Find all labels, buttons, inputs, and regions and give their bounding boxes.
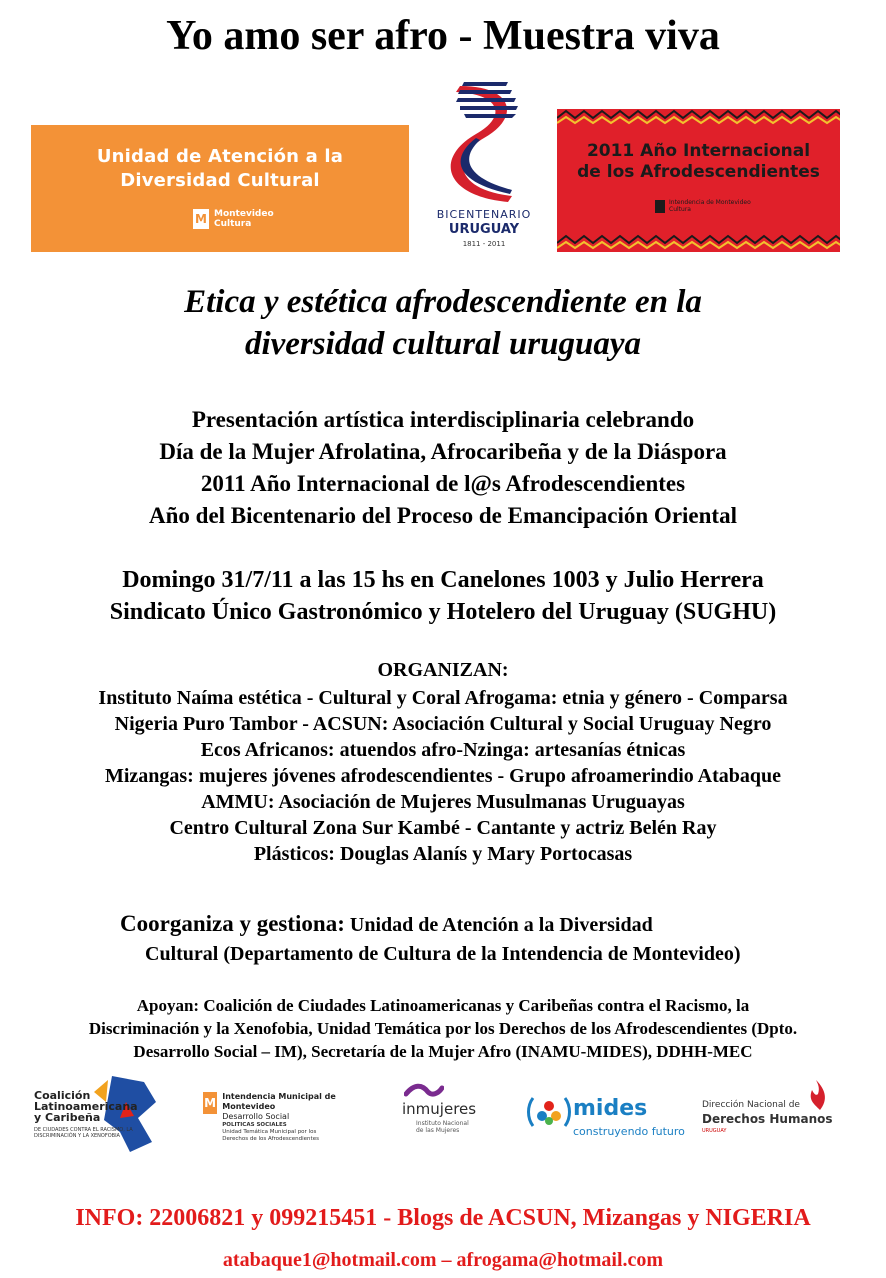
- coalicion-name3: y Caribeña: [34, 1111, 101, 1124]
- event-block: [0, 564, 886, 628]
- dndh-t1: Dirección Nacional de: [702, 1100, 800, 1110]
- bicentenario-line2: URUGUAY: [448, 222, 520, 237]
- organizer-line: Instituto Naíma estética - Cultural y Coral Afrogama: etnia y género - Comparsa: [98, 687, 788, 709]
- coorganiza-line1: [120, 911, 653, 938]
- organizan-heading: ORGANIZAN:: [377, 659, 509, 681]
- mides-star-icon: [527, 1094, 571, 1130]
- logo-orange-line2: Diversidad Cultural: [120, 170, 320, 191]
- event-venue-line: Sindicato Único Gastronómico y Hotelero del Uruguay (SUGHU): [109, 599, 777, 625]
- imm-t5: Derechos de los Afrodescendientes: [222, 1136, 319, 1142]
- email-line: atabaque1@hotmail.com – afrogama@hotmail.com: [222, 1249, 664, 1271]
- coalicion-name2: Latinoamericana: [34, 1100, 138, 1113]
- dndh-t2: Derechos Humanos: [702, 1112, 833, 1126]
- coorganiza-label: Coorganiza y gestiona:: [120, 911, 345, 936]
- imm-t4: Unidad Temática Municipal por los: [222, 1129, 317, 1135]
- imm-t1: Intendencia Municipal de Montevideo: [222, 1092, 336, 1111]
- pattern-border-bottom-icon: [557, 234, 840, 252]
- organizan-list: [0, 685, 886, 867]
- apoyan-line: Desarrollo Social – IM), Secretaría de la Mujer Afro (INAMU-MIDES), DDHH-MEC: [133, 1042, 753, 1061]
- apoyan-line: Discriminación y la Xenofobia, Unidad Temática por los Derechos de los Afrodescendientes (Dpto.: [88, 1019, 798, 1038]
- page-title: Yo amo ser afro - Muestra viva: [166, 13, 720, 59]
- presentation-line: Día de la Mujer Afrolatina, Afrocaribeña y de la Diáspora: [159, 439, 727, 464]
- bicentenario-logo: [420, 78, 548, 256]
- montevideo-icon: M: [193, 209, 209, 229]
- presentation-line: Presentación artística interdisciplinaria celebrando: [191, 407, 695, 432]
- presentation-line: 2011 Año Internacional de l@s Afrodescendientes: [200, 471, 686, 496]
- logo-red-line2: de los Afrodescendientes: [577, 162, 820, 182]
- subtitle: [0, 281, 886, 365]
- apoyan-block: [0, 994, 886, 1063]
- organizer-line: Plásticos: Douglas Alanís y Mary Portocasas: [253, 843, 633, 865]
- subtitle-line2: diversidad cultural uruguaya: [244, 326, 642, 362]
- coorganiza-text1: Unidad de Atención a la Diversidad: [349, 914, 653, 936]
- logo-red-line1: 2011 Año Internacional: [586, 141, 811, 161]
- inmujeres-sub1: Instituto Nacional: [416, 1120, 469, 1127]
- logo-orange-brand1: Montevideo: [214, 209, 274, 219]
- intendencia-m-icon: M: [203, 1092, 217, 1114]
- intendencia-municipal-logo: [203, 1092, 373, 1152]
- intendencia-icon: [655, 200, 665, 213]
- inmujeres-sub2: de las Mujeres: [416, 1127, 460, 1134]
- dndh-t3: URUGUAY: [702, 1128, 727, 1134]
- inmujeres-wave-icon: [404, 1082, 444, 1100]
- bicentenario-ribbon-icon: [420, 78, 548, 206]
- bicentenario-line1: BICENTENARIO: [436, 208, 532, 221]
- bicentenario-years: 1811 - 2011: [462, 240, 506, 248]
- logo-orange-line1: Unidad de Atención a la: [96, 146, 344, 167]
- organizer-line: AMMU: Asociación de Mujeres Musulmanas Uruguayas: [201, 791, 685, 813]
- mides-logo: [527, 1090, 687, 1150]
- pattern-border-top-icon: [557, 109, 840, 127]
- anio-afrodescendientes-logo: [557, 109, 840, 252]
- mides-name: mides: [573, 1096, 648, 1121]
- apoyan-line: Apoyan: Coalición de Ciudades Latinoamericanas y Caribeñas contra el Racismo, la: [136, 996, 750, 1015]
- event-date-line: Domingo 31/7/11 a las 15 hs en Canelones 1003 y Julio Herrera: [122, 567, 764, 593]
- inmujeres-name: inmujeres: [402, 1100, 477, 1118]
- mides-sub: construyendo futuro: [573, 1125, 685, 1138]
- flame-icon: [800, 1078, 830, 1112]
- organizer-line: Centro Cultural Zona Sur Kambé - Cantante y actriz Belén Ray: [169, 817, 717, 839]
- presentation-line: Año del Bicentenario del Proceso de Emancipación Oriental: [149, 503, 737, 528]
- info-line: INFO: 22006821 y 099215451 - Blogs de ACSUN, Mizangas y NIGERIA: [75, 1205, 811, 1231]
- organizer-line: Ecos Africanos: atuendos afro-Nzinga: artesanías étnicas: [200, 739, 686, 761]
- presentation-block: [0, 404, 886, 532]
- unidad-diversidad-cultural-logo: [31, 125, 409, 252]
- imm-t3: POLITICAS SOCIALES: [222, 1122, 287, 1128]
- subtitle-line1: Etica y estética afrodescendiente en la: [184, 284, 702, 320]
- coorganiza-line2: Cultural (Departamento de Cultura de la Intendencia de Montevideo): [145, 943, 741, 965]
- organizer-line: Nigeria Puro Tambor - ACSUN: Asociación Cultural y Social Uruguay Negro: [114, 713, 772, 735]
- imm-t2: Desarrollo Social: [222, 1112, 290, 1121]
- logo-orange-brand2: Cultura: [214, 219, 252, 229]
- logo-red-sub1: Intendencia de Montevideo: [669, 199, 751, 206]
- coalicion-logo: [34, 1072, 164, 1154]
- derechos-humanos-logo: [702, 1082, 842, 1142]
- coalicion-sub: DE CIUDADES CONTRA EL RACISMO, LA DISCRIMINACIÓN Y LA XENOFOBIA: [34, 1127, 133, 1139]
- logo-red-sub2: Cultura: [669, 206, 691, 213]
- organizer-line: Mizangas: mujeres jóvenes afrodescendientes - Grupo afroamerindio Atabaque: [104, 765, 782, 787]
- coalicion-name1: Coalición: [34, 1089, 91, 1102]
- inmujeres-logo: [402, 1082, 502, 1142]
